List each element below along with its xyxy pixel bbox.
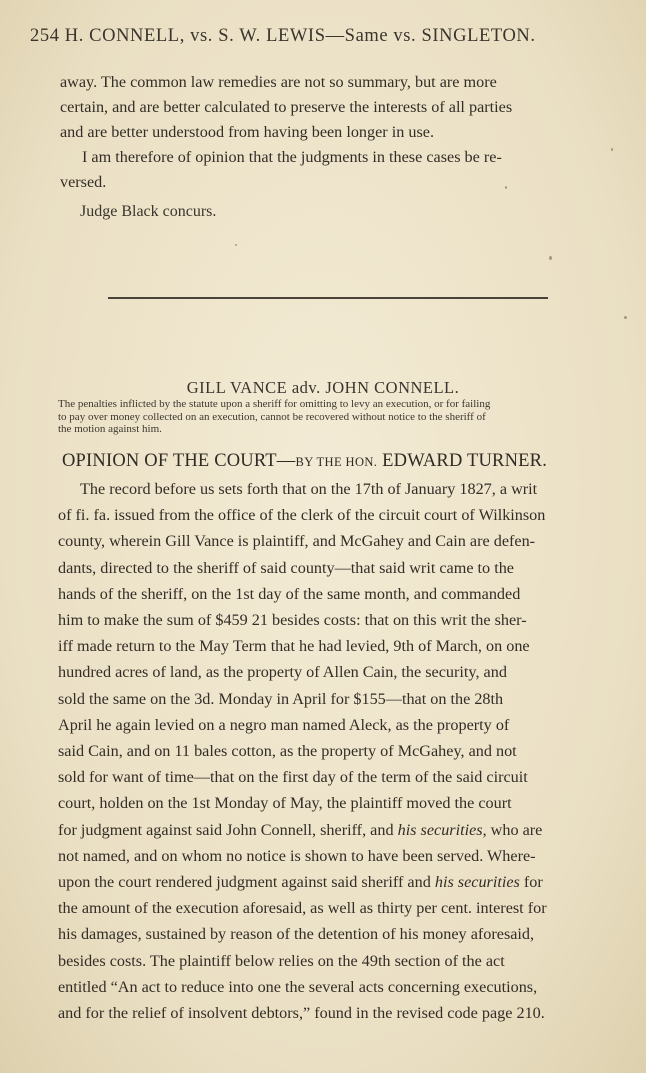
text-line: for judgment against said John Connell, sheriff, and his securities, who are <box>58 820 543 839</box>
text-line: not named, and on whom no notice is shown to have been served. Where- <box>58 846 536 865</box>
case-syllabus <box>58 398 624 436</box>
opinion-text <box>58 476 636 1026</box>
text-line: The record before us sets forth that on the 17th of January 1827, a writ <box>80 480 538 498</box>
text-line: April he again levied on a negro man named Aleck, as the property of <box>58 715 510 734</box>
opinion-heading-judge: EDWARD TURNER. <box>382 451 548 471</box>
text-line: and for the relief of insolvent debtors,” found in the revised code page 210. <box>58 1004 545 1023</box>
text-line: certain, and are better calculated to preserve the interests of all parties <box>60 98 513 116</box>
concurrence-note: Judge Black concurs. <box>80 203 217 220</box>
text-line: besides costs. The plaintiff below relies on the 49th section of the act <box>58 951 505 970</box>
text-line: I am therefore of opinion that the judgments in these cases be re- <box>82 148 502 166</box>
text-line: sold for want of time—that on the first day of the term of the said circuit <box>58 768 528 787</box>
text-line: court, holden on the 1st Monday of May, the plaintiff moved the court <box>58 794 512 813</box>
opinion-heading-prefix: OPINION OF THE COURT— <box>62 451 296 471</box>
text-line: hundred acres of land, as the property of Allen Cain, the security, and <box>58 663 507 682</box>
text-line: iff made return to the May Term that he had levied, 9th of March, on one <box>58 637 530 656</box>
syllabus-line: the motion against him. <box>58 423 162 435</box>
paper-speck <box>505 186 507 189</box>
previous-opinion-text <box>60 70 620 195</box>
opinion-heading-by: BY THE HON. <box>295 455 378 469</box>
case-title: GILL VANCE adv. JOHN CONNELL. <box>186 378 460 397</box>
text-line: said Cain, and on 11 bales cotton, as the property of McGahey, and not <box>58 742 517 761</box>
running-head: 254 H. CONNELL, vs. S. W. LEWIS—Same vs. SINGLETON. <box>30 26 536 46</box>
text-line: of fi. fa. issued from the office of the clerk of the circuit court of Wilkinson <box>58 506 546 525</box>
text-line: his damages, sustained by reason of the detention of his money aforesaid, <box>58 925 535 944</box>
text-line: and are better understood from having been longer in use. <box>60 123 434 141</box>
syllabus-line: to pay over money collected on an execution, cannot be recovered without notice to the sheriff of <box>58 410 486 423</box>
paper-speck <box>549 256 552 260</box>
syllabus-line: The penalties inflicted by the statute upon a sheriff for omitting to levy an execution, or for failing <box>58 398 491 410</box>
paper-speck <box>624 316 627 319</box>
text-line: entitled “An act to reduce into one the several acts concerning executions, <box>58 977 538 996</box>
text-line: sold the same on the 3d. Monday in April for $155—that on the 28th <box>58 689 504 708</box>
text-line: him to make the sum of $459 21 besides costs: that on this writ the sher- <box>58 611 527 630</box>
text-line: dants, directed to the sheriff of said county—that said writ came to the <box>58 558 514 577</box>
paper-speck <box>611 148 613 151</box>
paper-speck <box>235 244 237 246</box>
text-line: upon the court rendered judgment against said sheriff and his securities for <box>58 873 543 892</box>
text-line: county, wherein Gill Vance is plaintiff, and McGahey and Cain are defen- <box>58 532 536 551</box>
section-divider <box>108 297 548 299</box>
text-line: versed. <box>60 173 107 191</box>
text-line: the amount of the execution aforesaid, as well as thirty per cent. interest for <box>58 899 547 918</box>
opinion-heading <box>62 451 632 472</box>
text-line: away. The common law remedies are not so summary, but are more <box>60 73 497 91</box>
text-line: hands of the sheriff, on the 1st day of the same month, and commanded <box>58 584 521 603</box>
